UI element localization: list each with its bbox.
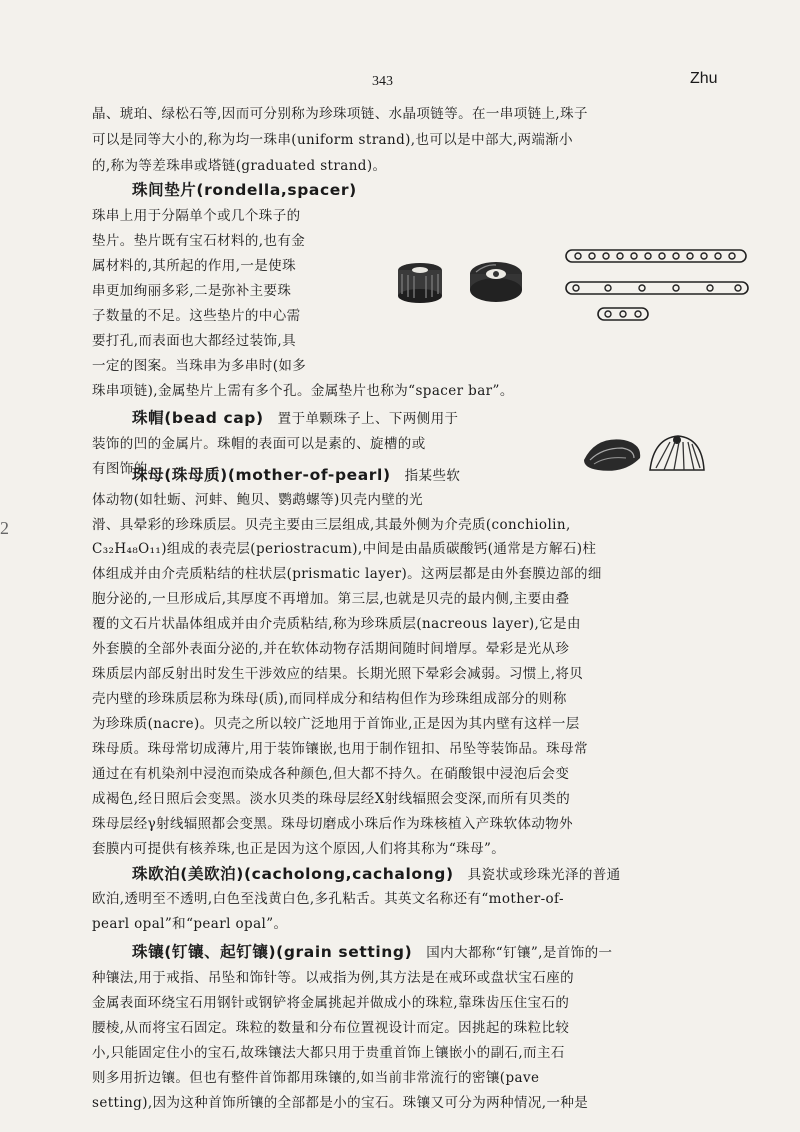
entry-term-mother-of-pearl: 珠母(珠母质)(mother-of-pearl): [132, 466, 391, 484]
text-line: 体组成并由介壳质粘结的柱状层(prismatic layer)。这两层都是由外套膜边部的细: [92, 566, 602, 582]
entry-term-grain-setting: 珠镶(钉镶、起钉镶)(grain setting): [132, 943, 413, 961]
text-line: 属材料的,其所起的作用,一是使珠: [92, 258, 296, 274]
text-line: 一定的图案。当珠串为多串时(如多: [92, 358, 307, 374]
text-line: 装饰的凹的金属片。珠帽的表面可以是素的、旋槽的或: [92, 436, 426, 452]
text-line: 珠母质。珠母常切成薄片,用于装饰镶嵌,也用于制作钮扣、吊坠等装饰品。珠母常: [92, 741, 588, 757]
text-line: 壳内壁的珍珠质层称为珠母(质),而同样成分和结构但作为珍珠组成部分的则称: [92, 691, 567, 707]
text-line: 的,称为等差珠串或塔链(graduated strand)。: [92, 158, 387, 174]
rondella-ring-figure: [398, 263, 442, 303]
text-line: 要打孔,而表面也大都经过装饰,具: [92, 333, 296, 349]
margin-mark: 2: [0, 518, 9, 538]
text-line: 种镶法,用于戒指、吊坠和饰针等。以戒指为例,其方法是在戒环或盘状宝石座的: [92, 970, 574, 986]
text-line: setting),因为这种首饰所镶的全部都是小的宝石。珠镶又可分为两种情况,一种是: [92, 1095, 589, 1111]
entry-term-bead-cap: 珠帽(bead cap): [132, 409, 264, 427]
text-line: pearl opal”和“pearl opal”。: [92, 916, 288, 932]
spacer-bar-short: [598, 308, 648, 320]
text-line: 金属表面环绕宝石用钢针或钢铲将金属挑起并做成小的珠粒,靠珠齿压住宝石的: [92, 995, 570, 1011]
text-line: 晶、琥珀、绿松石等,因而可分别称为珍珠项链、水晶项链等。在一串项链上,珠子: [92, 106, 588, 122]
spacer-bar-long: [566, 250, 746, 262]
text-line: 胞分泌的,一旦形成后,其厚度不再增加。第三层,也就是贝壳的最内侧,主要由叠: [92, 591, 570, 607]
text-line: 欧泊,透明至不透明,白色至浅黄白色,多孔粘舌。其英文名称还有“mother-of-: [92, 891, 564, 907]
rondella-disc-figure: [470, 262, 522, 302]
entry-term-cacholong: 珠欧泊(美欧泊)(cacholong,cachalong): [132, 865, 454, 883]
text-line: C₃₂H₄₈O₁₁)组成的表壳层(periostracum),中间是由晶质碳酸钙(通常是方解石)柱: [92, 541, 597, 557]
text-line: 小,只能固定住小的宝石,故珠镶法大都只用于贵重首饰上镶嵌小的副石,而主石: [92, 1045, 565, 1061]
text-line: 垫片。垫片既有宝石材料的,也有金: [92, 233, 306, 249]
text-line: 外套膜的全部外表面分泌的,并在软体动物存活期间随时间增厚。晕彩是光从珍: [92, 641, 570, 657]
text-line: 为珍珠质(nacre)。贝壳之所以较广泛地用于首饰业,正是因为其内壁有这样一层: [92, 716, 580, 732]
entry-heading-line: 珠帽(bead cap) 置于单颗珠子上、下两侧用于: [132, 409, 459, 427]
text-line: 可以是同等大小的,称为均一珠串(uniform strand),也可以是中部大,两端渐小: [92, 132, 574, 148]
text-line: 腰棱,从而将宝石固定。珠粒的数量和分布位置视设计而定。因挑起的珠粒比较: [92, 1020, 570, 1036]
text-line: 串更加绚丽多彩,二是弥补主要珠: [92, 283, 292, 299]
text-line: 成褐色,经日照后会变黑。淡水贝类的珠母层经X射线辐照会变深,而所有贝类的: [92, 791, 571, 807]
spacer-bar-medium: [566, 282, 748, 294]
text-line: 则多用折边镶。但也有整件首饰都用珠镶的,如当前非常流行的密镶(pave: [92, 1070, 540, 1086]
text-line: 通过在有机染剂中浸泡而染成各种颜色,但大都不持久。在硝酸银中浸泡后会变: [92, 766, 570, 782]
running-head: Zhu: [690, 70, 718, 87]
entry-heading-line: 珠欧泊(美欧泊)(cacholong,cachalong) 具瓷状或珍珠光泽的普通: [132, 865, 621, 883]
text-line: 套膜内可提供有核养珠,也正是因为这个原因,人们将其称为“珠母”。: [92, 841, 506, 857]
text-line: 珠质层内部反射出时发生干涉效应的结果。长期光照下晕彩会减弱。习惯上,将贝: [92, 666, 584, 682]
entry-heading-line: 珠镶(钉镶、起钉镶)(grain setting) 国内大都称“钉镶”,是首饰的一: [132, 943, 613, 961]
entry-heading-line: 珠母(珠母质)(mother-of-pearl) 指某些软: [132, 466, 461, 484]
spacer-bar-illustration: [562, 248, 752, 324]
entry-term-rondella: 珠间垫片(rondella,spacer): [132, 181, 357, 199]
text-line: 有图饰的。: [92, 461, 162, 477]
text-line: 珠母层经γ射线辐照都会变黑。珠母切磨成小珠后作为珠核植入产珠软体动物外: [92, 816, 574, 832]
page-number: 343: [372, 74, 393, 89]
text-line: 滑、具晕彩的珍珠质层。贝壳主要由三层组成,其最外侧为介壳质(conchiolin,: [92, 517, 571, 533]
text-line: 子数量的不足。这些垫片的中心需: [92, 308, 301, 324]
text-line: 覆的文石片状晶体组成并由介壳质粘结,称为珍珠质层(nacreous layer),它是由: [92, 616, 581, 632]
entry-heading-line: [92, 180, 750, 201]
text-line: 珠串项链),金属垫片上需有多个孔。金属垫片也称为“spacer bar”。: [92, 383, 514, 399]
text-line: 体动物(如牡蛎、河蚌、鲍贝、鹦鹉螺等)贝壳内壁的光: [92, 492, 424, 508]
rondella-illustration: [392, 252, 532, 314]
text-line: 珠串上用于分隔单个或几个珠子的: [92, 208, 301, 224]
